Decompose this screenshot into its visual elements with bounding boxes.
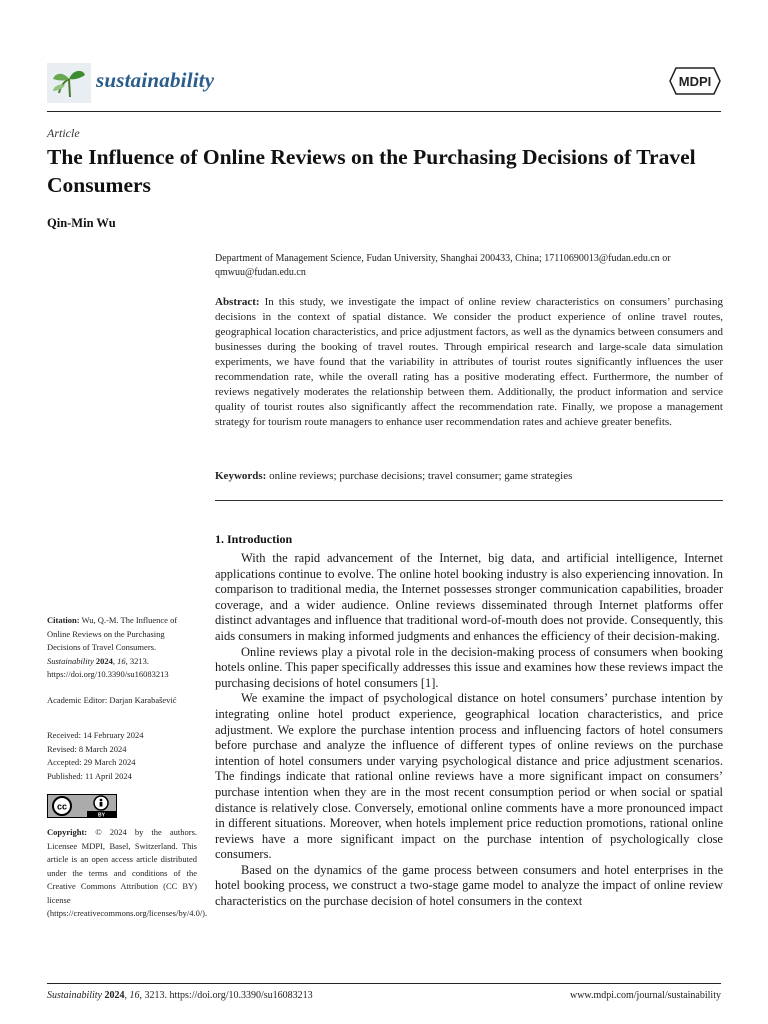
accepted-date: Accepted: 29 March 2024: [47, 757, 136, 767]
footer-volume: 16: [129, 990, 140, 1001]
section-heading: 1. Introduction: [215, 532, 293, 546]
footer-doi[interactable]: , 3213. https://doi.org/10.3390/su16083213: [139, 990, 313, 1001]
abstract-text: In this study, we investigate the impact of online review characteristics on consumers’ purchasing decisions in the context of spatial distance. We consider the product experience of online travel routes, geographical location characteristics, and price adjustment factors, as well as the dynamics between consumers and businesses during the booking of travel routes. Through empirical research and large-scale data simulation experiments, we have found that the variability in attributes of tourist routes significantly influences the user recommendation rate, while the overall rating has a positive moderating effect. Furthermore, the number of reviews negatively moderates the relationship between them. Additionally, the product information and service quality of tourist routes also significantly affect the recommendation rate. Finally, we propose a management strategy for tourism route managers to enhance user recommendation rates and achieve greater benefits.: [215, 296, 723, 428]
citation-volume: 16: [117, 655, 126, 666]
keywords-label: Keywords:: [215, 470, 267, 482]
received-date: Received: 14 February 2024: [47, 730, 144, 740]
citation-text: Wu, Q.-M. The Influence of Online Reviews on the Purchasing Decisions of Travel Consumers.: [47, 615, 178, 652]
revised-date: Revised: 8 March 2024: [47, 743, 127, 754]
academic-editor: [47, 694, 197, 708]
body-paragraph: Based on the dynamics of the game process between consumers and hotel enterprises in the hotel booking process, we construct a two-stage game model to analyze the impact of online review characteristics on the purchase decision of hotel consumers in the context: [215, 862, 723, 909]
article-type: Article: [47, 126, 80, 140]
footer-journal-url[interactable]: www.mdpi.com/journal/sustainability: [569, 990, 721, 1001]
author-name: Qin-Min Wu: [47, 216, 116, 230]
citation-year: 2024: [95, 655, 113, 666]
footer-year: 2024: [104, 990, 125, 1001]
footer-divider: [47, 983, 721, 984]
publication-dates: [47, 729, 197, 783]
body-text: [215, 551, 723, 910]
body-paragraph: We examine the impact of psychological distance on hotel consumers’ purchase intention by integrating online hotel product experience, geographical location characteristics, and price adjustment. We explore the purchase intention process and influencing factors of hotel consumers before purchase and analyze the influence of different types of online reviews on the purchase intention of hotel consumers under varying psychological distance and price adjustment scenarios. The findings indicate that rational online reviews have a more significant impact on consumers’ purchase intention when they are in the most recent consumption period or when social or spatial distance is relatively close. Conversely, emotional online comments have a more pronounced impact in different situations. Moreover, when hotels implement price reduction promotions, rational online reviews have a more significant impact on the purchase intention of psychologically close consumers.: [215, 691, 723, 862]
footer-citation: Sustainability 2024, 16, 3213. https://doi.org/10.3390/su16083213: [47, 990, 313, 1001]
copyright-label: Copyright:: [47, 827, 88, 837]
published-date: Published: 11 April 2024: [47, 770, 132, 781]
footer-journal: Sustainability: [47, 990, 102, 1001]
keywords-text: online reviews; purchase decisions; travel consumer; game strategies: [269, 470, 573, 482]
publisher-name: MDPI: [678, 74, 712, 89]
abstract: [215, 295, 723, 430]
editor-label: Academic Editor:: [47, 695, 108, 705]
section-divider: [215, 500, 723, 501]
keywords: [215, 469, 723, 484]
header-divider: [47, 111, 721, 112]
abstract-label: Abstract:: [215, 296, 260, 308]
citation: Citation: Wu, Q.-M. The Influence of Online Reviews on the Purchasing Decisions of Travel Consumers. Sustainability 2024, 16, 3213. https://doi.org/10.3390/su16083213: [47, 615, 178, 679]
body-paragraph: Online reviews play a pivotal role in the decision-making process of consumers when booking hotels online. This paper specifically addresses this issue and examines how these reviews impact the purchasing decisions of hotel consumers [1].: [215, 644, 723, 690]
cc-badge-label: BY: [98, 812, 105, 818]
citation-page: 3213.: [129, 655, 149, 666]
journal-name: sustainability: [96, 68, 215, 92]
publisher-logo: [668, 66, 722, 96]
citation-label: Citation:: [47, 615, 80, 625]
citation-journal: Sustainability: [47, 655, 94, 666]
citation-doi-link[interactable]: https://doi.org/10.3390/su16083213: [47, 669, 169, 679]
article-title: The Influence of Online Reviews on the Purchasing Decisions of Travel Consumers: [47, 145, 696, 197]
affiliation: Department of Management Science, Fudan University, Shanghai 200433, China; 17110690013@fudan.edu.cn or qmwuu@fudan.edu.cn: [215, 253, 671, 278]
copyright-notice: [47, 826, 208, 921]
copyright-text: © 2024 by the authors. Licensee MDPI, Basel, Switzerland. This article is an open access article distributed under the terms and conditions of the Creative Commons Attribution (CC BY) license (https://creativecommons.org/licenses/by/4.0/).: [47, 827, 208, 918]
svg-text:cc: cc: [56, 801, 68, 812]
journal-logo: [47, 63, 91, 103]
body-paragraph: With the rapid advancement of the Internet, big data, and artificial intelligence, Internet applications continue to evolve. The online hotel booking industry is also experiencing innovation. In comparison to traditional media, the Internet possesses stronger communication capabilities, broader coverage, and a wider audience. Online reviews disseminated through Internet platforms offer distinct advantages and influence that traditional word-of-mouth does not provide. Consequently, this aids consumers in making informed judgments and enhances the efficiency of their decision-making.: [215, 551, 723, 643]
editor-name: Darjan Karabašević: [109, 695, 177, 705]
cc-by-license-badge[interactable]: [47, 794, 117, 818]
